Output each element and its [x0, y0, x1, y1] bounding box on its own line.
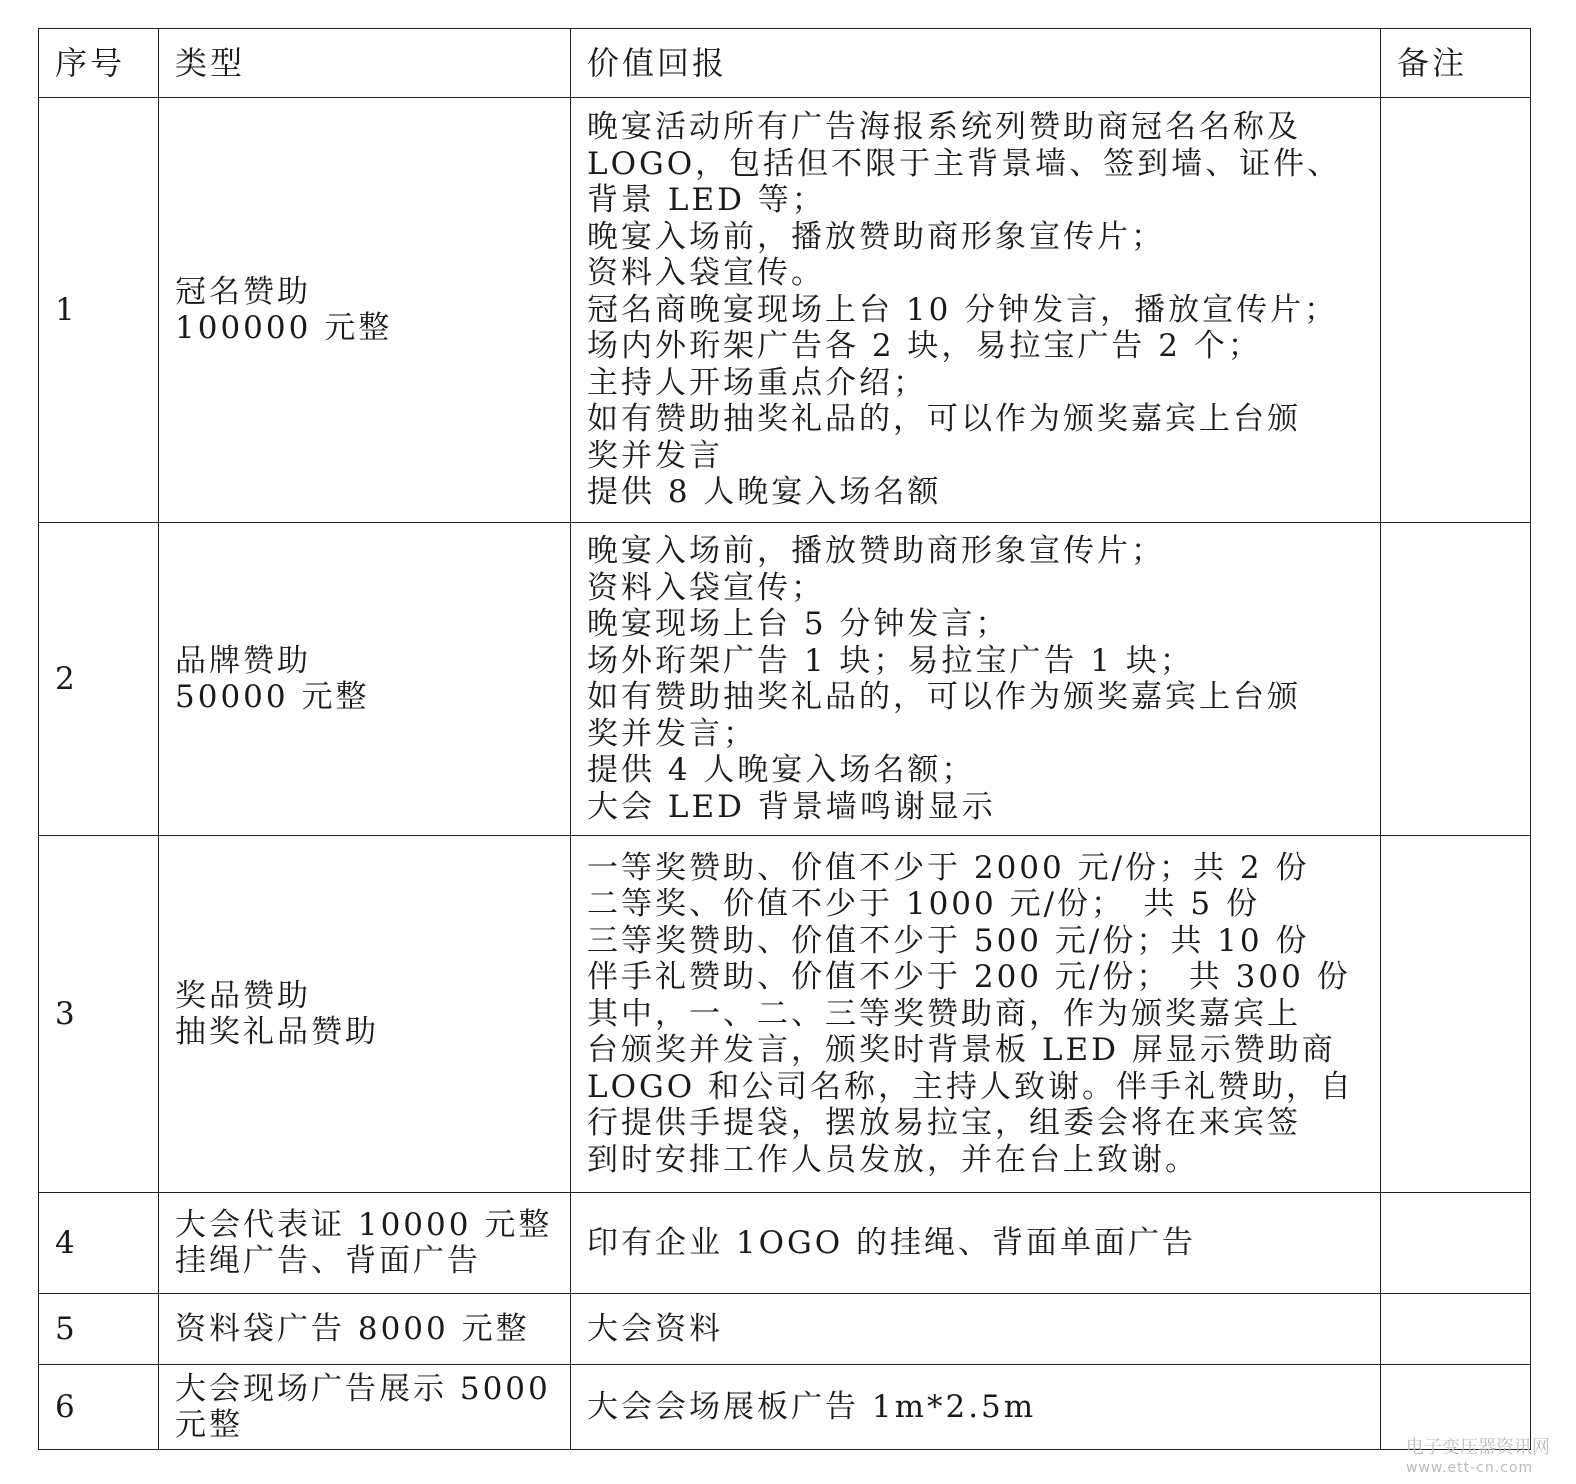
value-line: 如有赞助抽奖礼品的，可以作为颁奖嘉宾上台颁 [587, 679, 1301, 715]
row-type [159, 523, 571, 836]
header-row [39, 29, 1531, 98]
sponsorship-table [38, 28, 1531, 1450]
value-line: 三等奖赞助、价值不少于 500 元/份；共 10 份 [587, 922, 1310, 959]
row-type [159, 1193, 571, 1294]
row-value [571, 1294, 1381, 1365]
row-type [159, 1294, 571, 1365]
row-type [159, 98, 571, 523]
type-line: 挂绳广告、背面广告 [175, 1243, 481, 1279]
type-line: 元整 [175, 1407, 243, 1443]
watermark [1406, 1438, 1550, 1478]
value-line: 主持人开场重点介绍； [587, 364, 927, 401]
watermark-name: 电子变压器资讯网 [1406, 1437, 1550, 1458]
value-line: 奖并发言； [587, 715, 757, 752]
value-line: 晚宴入场前，播放赞助商形象宣传片； [587, 218, 1165, 255]
value-line: 晚宴入场前，播放赞助商形象宣传片； [587, 533, 1165, 569]
value-line: 冠名商晚宴现场上台 10 分钟发言，播放宣传片； [587, 291, 1339, 328]
value-line: 资料入袋宣传； [587, 569, 825, 606]
table-row [39, 1294, 1531, 1365]
value-line: 大会资料 [587, 1310, 723, 1347]
row-value [571, 836, 1381, 1193]
table-row [39, 523, 1531, 836]
table-row [39, 98, 1531, 523]
type-line: 奖品赞助 [175, 977, 311, 1014]
row-value [571, 98, 1381, 523]
header-seq: 序号 [39, 29, 159, 98]
row-seq: 4 [39, 1193, 159, 1294]
value-line: 提供 4 人晚宴入场名额； [587, 752, 976, 788]
watermark-url: www.ett-cn.com [1406, 1460, 1534, 1476]
row-note [1381, 1193, 1531, 1294]
row-note [1381, 1294, 1531, 1365]
row-note [1381, 523, 1531, 836]
value-line: 奖并发言 [587, 437, 723, 474]
type-line: 100000 元整 [175, 310, 393, 346]
row-seq: 6 [39, 1365, 159, 1450]
value-line: 资料入袋宣传。 [587, 255, 825, 292]
table-row [39, 836, 1531, 1193]
value-line: 一等奖赞助、价值不少于 2000 元/份；共 2 份 [587, 849, 1310, 886]
value-line: 场内外珩架广告各 2 块，易拉宝广告 2 个； [587, 328, 1262, 365]
type-line: 大会现场广告展示 5000 [175, 1370, 551, 1407]
value-line: 晚宴活动所有广告海报系统列赞助商冠名名称及 [587, 109, 1301, 146]
type-line: 冠名赞助 [175, 273, 311, 310]
table-row [39, 1365, 1531, 1450]
type-line: 50000 元整 [175, 679, 370, 715]
value-line: 晚宴现场上台 5 分钟发言； [587, 606, 1010, 642]
value-line: 伴手礼赞助、价值不少于 200 元/份； 共 300 份 [587, 959, 1351, 996]
type-line: 大会代表证 10000 元整 [175, 1206, 553, 1243]
row-value [571, 1193, 1381, 1294]
value-line: 大会 LED 背景墙鸣谢显示 [587, 788, 996, 825]
header-value: 价值回报 [571, 29, 1381, 98]
value-line: 印有企业 1OGO 的挂绳、背面单面广告 [587, 1224, 1197, 1261]
row-seq: 3 [39, 836, 159, 1193]
row-seq: 5 [39, 1294, 159, 1365]
header-note: 备注 [1381, 29, 1531, 98]
table-row [39, 1193, 1531, 1294]
value-line: 台颁奖并发言，颁奖时背景板 LED 屏显示赞助商 [587, 1032, 1336, 1069]
value-line: 到时安排工作人员发放，并在台上致谢。 [587, 1141, 1199, 1178]
header-type: 类型 [159, 29, 571, 98]
row-note [1381, 836, 1531, 1193]
type-line: 资料袋广告 8000 元整 [175, 1310, 530, 1347]
row-note [1381, 98, 1531, 523]
row-type [159, 1365, 571, 1450]
value-line: 其中，一、二、三等奖赞助商，作为颁奖嘉宾上 [587, 995, 1301, 1032]
value-line: LOGO，包括但不限于主背景墙、签到墙、证件、 [587, 145, 1342, 182]
value-line: 场外珩架广告 1 块；易拉宝广告 1 块； [587, 642, 1194, 679]
row-seq: 1 [39, 98, 159, 523]
row-value [571, 523, 1381, 836]
value-line: 背景 LED 等； [587, 182, 826, 219]
value-line: 提供 8 人晚宴入场名额 [587, 474, 942, 511]
value-line: 大会会场展板广告 1m*2.5m [587, 1388, 1037, 1425]
value-line: 二等奖、价值不少于 1000 元/份； 共 5 份 [587, 886, 1260, 923]
value-line: 如有赞助抽奖礼品的，可以作为颁奖嘉宾上台颁 [587, 401, 1301, 438]
value-line: 行提供手提袋，摆放易拉宝，组委会将在来宾签 [587, 1105, 1301, 1142]
row-type [159, 836, 571, 1193]
value-line: LOGO 和公司名称，主持人致谢。伴手礼赞助，自 [587, 1068, 1355, 1105]
type-line: 抽奖礼品赞助 [175, 1014, 379, 1050]
row-value [571, 1365, 1381, 1450]
row-seq: 2 [39, 523, 159, 836]
type-line: 品牌赞助 [175, 642, 311, 679]
